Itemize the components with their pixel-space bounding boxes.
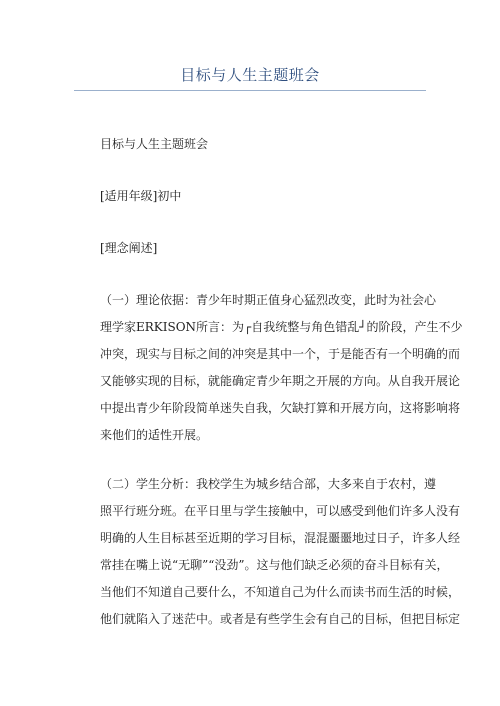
header-divider [74,90,426,91]
paragraph-line: （二）学生分析：我校学生为城乡结合部，大多来自于农村，遵 [100,477,437,491]
paragraph-line: 明确的人生目标甚至近期的学习目标，混混噩噩地过日子，许多人经 [100,531,461,545]
concept-heading: [理念阐述] [100,241,158,255]
paragraph-line: 冲突，现实与目标之间的冲突是其中一个，于是能否有一个明确的而 [100,347,461,361]
paragraph-line: 来他们的适性开展。 [100,428,209,442]
grade-line: [适用年级]初中 [100,189,182,203]
header-title: 目标与人生主题班会 [180,66,320,84]
paragraph-line: 照平行班分班。在平日里与学生接触中，可以感受到他们许多人没有 [100,504,461,518]
paragraph-line: 又能够实现的目标，就能确定青少年期之开展的方向。从自我开展论 [100,374,461,388]
paragraph-line: 理学家ERKISON所言：为┌自我统整与角色错乱┘的阶段，产生不少 [100,320,463,334]
document-title: 目标与人生主题班会 [100,137,209,151]
paragraph-line: 常挂在嘴上说“无聊”“没劲”。这与他们缺乏必须的奋斗目标有关， [100,558,449,572]
paragraph-line: 当他们不知道自己要什么，不知道自己为什么而读书而生活的时候， [100,585,461,599]
paragraph-line: 他们就陷入了迷茫中。或者是有些学生会有自己的目标，但把目标定 [100,612,461,626]
paragraph-line: （一）理论依据：青少年时期正值身心猛烈改变，此时为社会心 [100,293,437,307]
paragraph-line: 中提出青少年阶段简单迷失自我，欠缺打算和开展方向，这将影响将 [100,401,461,415]
